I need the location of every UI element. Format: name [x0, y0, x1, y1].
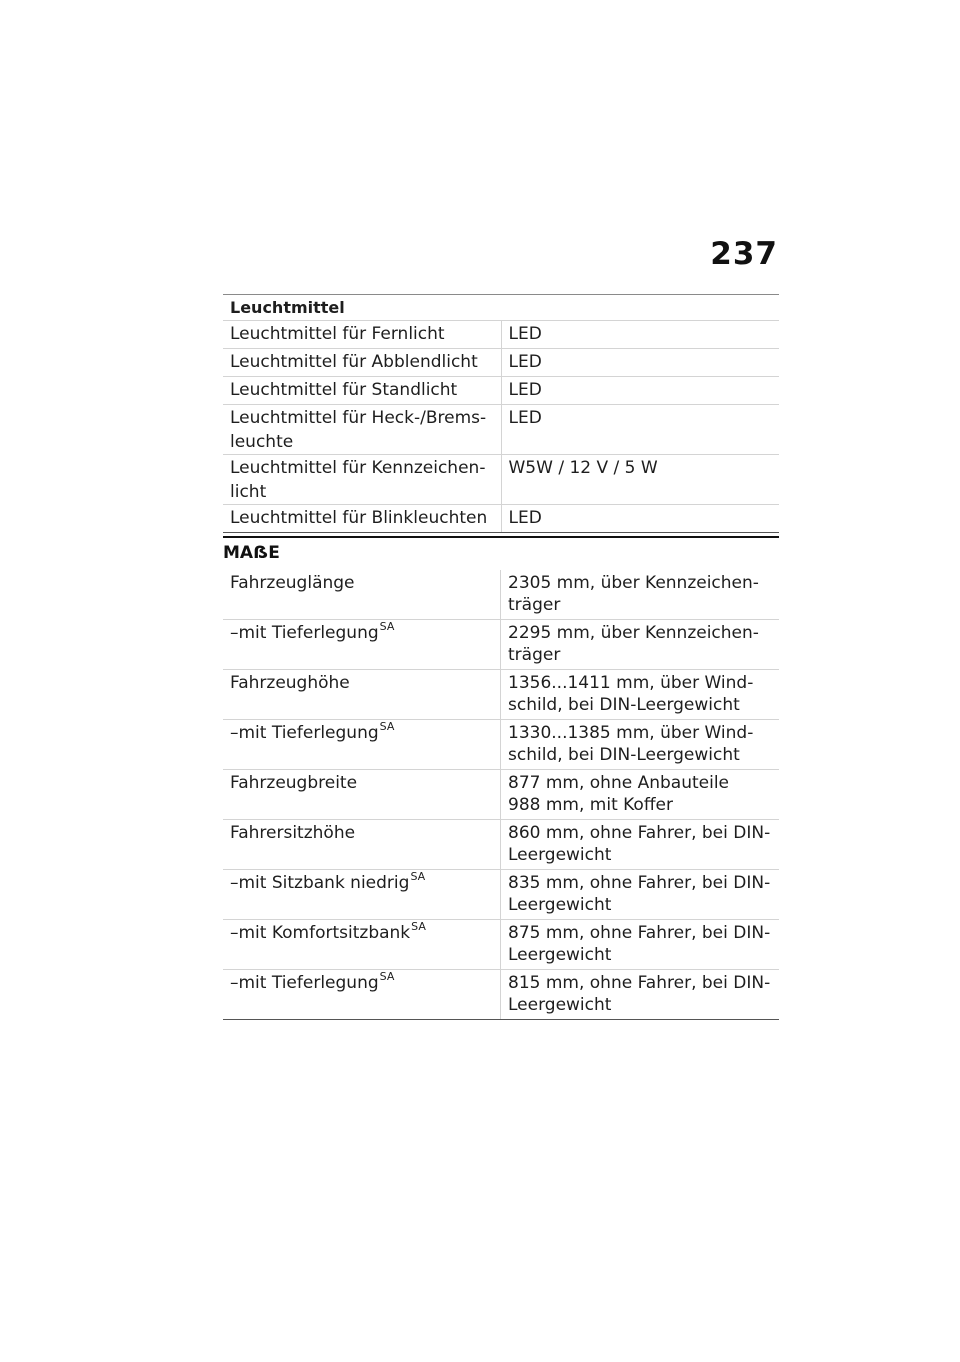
table-row: [223, 455, 779, 505]
row-value: LED: [501, 405, 779, 455]
row-value: 875 mm, ohne Fahrer, bei DIN-Leergewicht: [501, 920, 780, 970]
row-value: 860 mm, ohne Fahrer, bei DIN-Leergewicht: [501, 820, 780, 870]
row-label-text: –mit Tieferlegung: [230, 973, 379, 993]
row-label: [223, 820, 501, 870]
row-value: 1356...1411 mm, über Wind-schild, bei DIN-Leergewicht: [501, 670, 780, 720]
row-label: [223, 670, 501, 720]
row-label-text: Fahrzeugbreite: [230, 773, 358, 793]
row-value: LED: [501, 321, 779, 349]
option-marker: SA: [379, 620, 395, 633]
row-label: Leuchtmittel für Abblendlicht: [223, 349, 501, 377]
row-label: Leuchtmittel für Blinkleuchten: [223, 505, 501, 533]
row-value: LED: [501, 505, 779, 533]
option-marker: SA: [411, 920, 426, 933]
row-value: [501, 770, 780, 820]
row-label: [223, 620, 501, 670]
option-marker: SA: [379, 720, 395, 733]
table-row: [223, 920, 779, 970]
row-label-text: –mit Sitzbank niedrig: [230, 873, 410, 893]
table-row: [223, 405, 779, 455]
row-label-text: –mit Komfortsitzbank: [230, 923, 411, 943]
table-row: [223, 377, 779, 405]
row-label-text: Fahrzeuglänge: [230, 573, 355, 593]
row-label: [223, 920, 501, 970]
table-row: [223, 620, 779, 670]
row-label-text: Fahrzeughöhe: [230, 673, 350, 693]
row-label: [223, 870, 501, 920]
table-heading: Leuchtmittel: [223, 295, 779, 321]
option-marker: SA: [379, 970, 395, 983]
row-label: [223, 970, 501, 1020]
table-row: [223, 970, 779, 1020]
row-value: 2295 mm, über Kennzeichen-träger: [501, 620, 780, 670]
table-row: [223, 770, 779, 820]
lights-table: [223, 294, 779, 533]
row-value-line: 877 mm, ohne Anbauteile: [508, 773, 730, 793]
row-label-text: Fahrersitzhöhe: [230, 823, 356, 843]
table-row: [223, 505, 779, 533]
row-label: Leuchtmittel für Fernlicht: [223, 321, 501, 349]
table-row: [223, 670, 779, 720]
row-label: Leuchtmittel für Kennzeichen-licht: [223, 455, 501, 505]
row-label-text: –mit Tieferlegung: [230, 723, 379, 743]
row-label: [223, 720, 501, 770]
row-label: Leuchtmittel für Heck-/Brems-leuchte: [223, 405, 501, 455]
dimensions-table: [223, 570, 779, 1020]
row-value-line: 988 mm, mit Koffer: [508, 795, 673, 815]
row-value: LED: [501, 349, 779, 377]
table-row: [223, 870, 779, 920]
row-value: 2305 mm, über Kennzeichen-träger: [501, 570, 780, 620]
table-row: [223, 820, 779, 870]
table-row: [223, 349, 779, 377]
row-label: [223, 570, 501, 620]
row-label: Leuchtmittel für Standlicht: [223, 377, 501, 405]
table-row: [223, 570, 779, 620]
option-marker: SA: [410, 870, 426, 883]
row-label-text: –mit Tieferlegung: [230, 623, 379, 643]
row-value: 815 mm, ohne Fahrer, bei DIN-Leergewicht: [501, 970, 780, 1020]
table-header-row: [223, 295, 779, 321]
row-value: LED: [501, 377, 779, 405]
table-row: [223, 720, 779, 770]
table-row: [223, 321, 779, 349]
row-value: 1330...1385 mm, über Wind-schild, bei DIN-Leergewicht: [501, 720, 780, 770]
row-value: W5W / 12 V / 5 W: [501, 455, 779, 505]
row-label: [223, 770, 501, 820]
section-heading: MAẞE: [223, 536, 779, 563]
row-value: 835 mm, ohne Fahrer, bei DIN-Leergewicht: [501, 870, 780, 920]
page-number: 237: [710, 236, 778, 272]
